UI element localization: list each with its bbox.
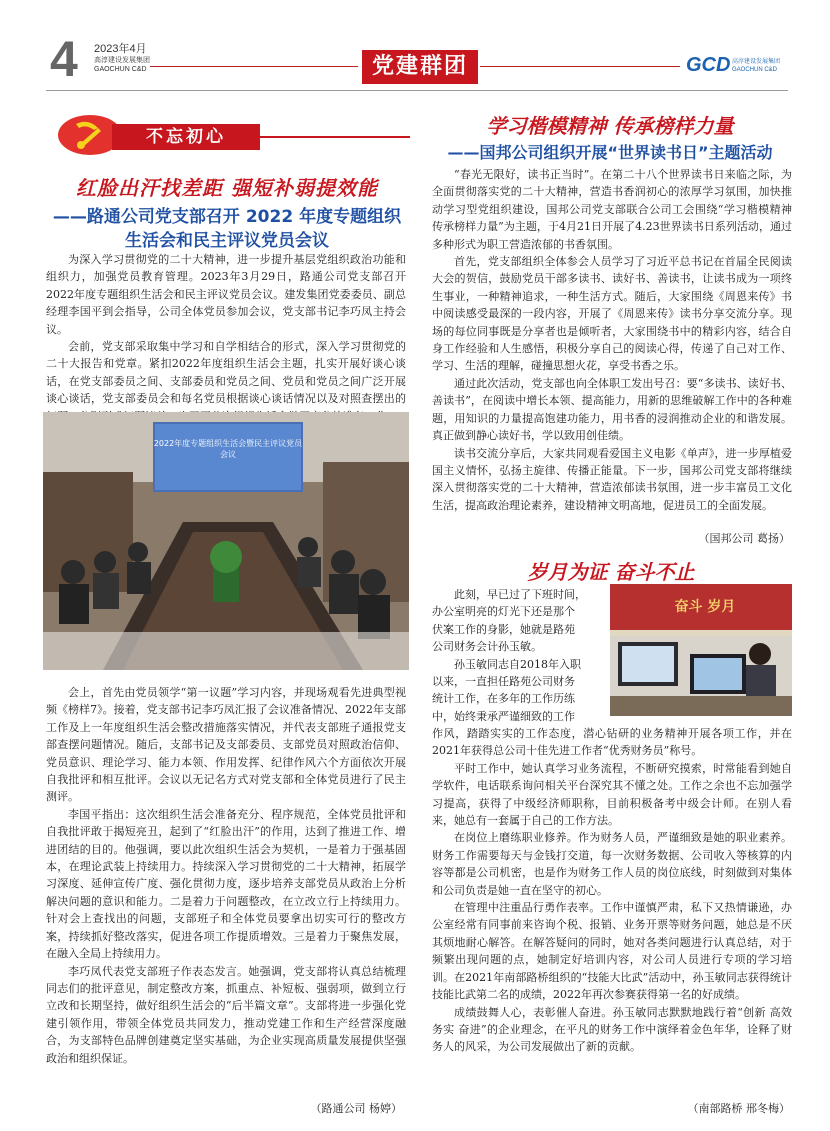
meeting-photo <box>43 412 409 670</box>
article1-paragraph: 会上，首先由党员领学“第一议题”学习内容，并现场观看先进典型视频《榜样7》。接着，党支部书记李巧凤汇报了会议准备情况、2022年支部工作及上一年度组织生活会整改措施落实情况，并代表支部班子通报党支部查摆问题情况。随后，支部书记及支部委员、支部党员对照政治信仰、党员意识、理论学习、能力本领、作用发挥、纪律作风六个方面依次开展自我批评和相互批评。会议以无记名方式对党支部和全体党员进行了民主测评。 <box>46 686 406 804</box>
article3-intro-line: 此刻，早已过了下班时间， <box>454 588 586 601</box>
article1-paragraph: 李国平指出：这次组织生活会准备充分、程序规范，全体党员批评和自我批评敢于揭短亮丑，起到了“红脸出汗”的作用，达到了推进工作、增进团结的目的。他强调，要以此次组织生活会为契机，一是着力于强基固本，在理论武装上持续用力。持续深入学习贯彻党的二十大精神，拓展学习深度、延伸宣传广度、强化贯彻力度，逐步培养支部党员从政治上分析解决问题的意识和能力。二是着力于问题整改，在立改立行上持续用力。针对会上查找出的问题，支部班子和全体党员要拿出切实可行的整改方案，持续抓好整改落实，促进各项工作提质增效。三是着力于聚焦发展，在融入全局上持续用力。 <box>46 807 406 961</box>
article2-subtitle: ——国邦公司组织开展“世界读书日”主题活动 <box>447 143 773 162</box>
section-tag: 党建群团 <box>362 50 478 84</box>
issue-date: 2023年4月 <box>94 43 147 55</box>
gcd-logo: GCD <box>686 54 731 76</box>
article3-intro-line: 中，始终秉承严谨细致的工作 <box>432 709 575 723</box>
article1-body-b <box>46 684 406 1067</box>
logo-subtitle-en: GAOCHUN C&D <box>732 67 778 73</box>
logo-subtitle <box>732 58 780 74</box>
photo-screen-caption: 2022年度专题组织生活会暨民主评议党员会议 <box>153 439 303 459</box>
article3-paragraph: 在管理中注重品行勇作表率。工作中谨慎严肃，私下又热情谦逊，办公室经常有同事前来咨询个税、报销、业务开票等财务问题，她总是不厌其烦地耐心解答。在解答疑问的同时，她对各类问题进行认真总结，对于频繁出现问题的点，她制定好培训内容，对公司人员进行专项的学习培训。在2021年南部路桥组织的“技能大比武”活动中，孙玉敏同志获得统计技能比武第二名的成绩，2022年再次参赛获得第一名的好成绩。 <box>432 901 792 1002</box>
article3-signature: （南部路桥 邢冬梅） <box>687 1102 790 1115</box>
header-company-en: GAOCHUN C&D <box>94 66 147 73</box>
article2-paragraph: 读书交流分享后，大家共同观看爱国主义电影《单声》，进一步厚植爱国主义情怀，弘扬主旋律、传播正能量。下一步，国邦公司党支部将继续深入贯彻落实党的二十大精神，营造浓郁读书氛围，进一步丰富员工文化生活，提高政治理论素养，建设精神文明高地，促进员工的全面发展。 <box>432 446 792 512</box>
logo-subtitle-cn: 高淳建设发展集团 <box>732 59 781 65</box>
header-company <box>94 56 150 74</box>
header-divider-right <box>480 66 680 67</box>
article3-body <box>432 725 792 1056</box>
article3-paragraph: 在岗位上磨练职业修养。作为财务人员，严谨细致是她的职业素养。财务工作需要每天与金钱打交道，每一次财务数据、公司收入等核算的内容等都是公司机密，也是作为财务工作人员的岗位底线，时刻做到对集体和公司负责是她一直在坚守的初心。 <box>432 831 792 897</box>
article2-headline: 学习楷模精神 传承榜样力量 <box>486 114 734 138</box>
article3-headline: 岁月为证 奋斗不止 <box>527 560 695 584</box>
header-company-cn: 高淳建设发展集团 <box>94 57 150 64</box>
article3-paragraph: 平时工作中，她认真学习业务流程，不断研究摸索，时常能看到她自学软件，电话联系询问相关平台深究其不懂之处。工作之余也不忘加强学习提高，获得了中级经济师职称，目前积极备考中级会计师。在别人看来，她总有一套属于自己的工作方法。 <box>432 761 792 828</box>
article2-paragraph: 首先，党支部组织全体参会人员学习了习近平总书记在首届全民阅读大会的贺信，鼓励党员干部多读书、读好书、善读书，让读书成为一项终生事业，一种精神追求，一种生活方式。随后，大家围绕《周恩来传》书中阅读感受最深的一段内容，开展了《周恩来传》读书分享交流分享。现场的每位同事既是分享者也是倾听者，大家围绕书中的精彩内容，结合自身工作经验和人生感悟，积极分享自己的阅读心得，传递了自己对工作、学习、生活的理解，碰撞思想火花，享受书香之乐。 <box>432 255 792 373</box>
article1-body-a <box>46 251 406 425</box>
article2-body <box>432 166 792 514</box>
office-worker-photo <box>610 584 792 716</box>
article1-subtitle-2: 生活会和民主评议党员会议 <box>125 231 329 251</box>
photo-wall-banner: 奋斗 岁月 <box>674 599 736 615</box>
article3-intro-line: 伏案工作的身影，她就是路苑 <box>432 622 575 636</box>
header-divider-left <box>150 66 358 67</box>
header-rule <box>46 90 788 91</box>
page-number: 4 <box>50 31 78 87</box>
article3-intro-line: 统计工作，在多年的工作历练 <box>432 692 575 706</box>
article3-intro <box>432 586 604 725</box>
article2-paragraph: “春光无限好，读书正当时”。在第二十八个世界读书日来临之际，为全面贯彻落实党的二十大精神，营造书香润初心的浓厚学习氛围，加快推动学习型党组织建设，国邦公司党支部联合公司工会围绕“学习楷模精神 传承榜样力量”为主题，于4月21日开展了4.23世界读书日系列活动，通过多种形式为职工营造浓郁的书香氛围。 <box>432 168 792 251</box>
article3-paragraph: 成绩鼓舞人心，表彰催人奋进。孙玉敏同志默默地践行着“创新 高效 务实 奋进”的企业理念，在平凡的财务工作中演绎着金色年华，诠释了财务人的风采，为公司发展做出了新的贡献。 <box>432 1005 792 1054</box>
article1-headline: 红脸出汗找差距 强短补弱提效能 <box>76 176 378 200</box>
article1-paragraph: 会前，党支部采取集中学习和自学相结合的形式，深入学习贯彻党的二十大报告和党章。紧扣2022年度组织生活会主题，扎实开展好谈心谈话，在党支部委员之间、支部委员和党员之间、党员和党员之间广泛开展谈心谈话，党支部委员会和每名党员根据谈心谈话情况以及对照查摆出的 <box>46 340 406 406</box>
article1-paragraph: 李巧凤代表党支部班子作表态发言。她强调，党支部将认真总结梳理同志们的批评意见，制定整改方案，抓重点、补短板、强弱项，做到立行立改和长期坚持，做好组织生活会的“后半篇文章”。支部将进一步强化党建引领作用，带领全体党员共同发力，推动党建工作和生产经营深度融合，为支部特色品牌创建奠定坚实基础，为企业实现高质量发展提供坚强政治和组织保证。 <box>46 964 406 1065</box>
article3-intro-line: 以来，一直担任路苑公司财务 <box>432 675 575 689</box>
article1-subtitle-1: ——路通公司党支部召开 2022 年度专题组织 <box>52 207 402 227</box>
article2-signature: （国邦公司 葛扬） <box>698 532 790 545</box>
article3-paragraph: 作风，踏踏实实的工作态度，潜心钻研的业务精神开展各项工作，并在2021年获得总公司十佳先进工作者“优秀财务员”称号。 <box>432 727 792 758</box>
article1-paragraph: 为深入学习贯彻党的二十大精神，进一步提升基层党组织政治功能和组织力，加强党员教育管理。2023年3月29日，路通公司党支部召开2022年度专题组织生活会和民主评议党员会议。建发集团党委委员、副总经理李国平到会指导，公司全体党员参加会议，党支部书记李巧凤主持会议。 <box>46 253 406 336</box>
article3-intro-line: 办公室明亮的灯光下还是那个 <box>432 605 575 619</box>
article3-intro-line: 孙玉敏同志自2018年入职 <box>454 657 581 671</box>
banner-rule <box>260 136 410 138</box>
article1-signature: （路通公司 杨婷） <box>310 1102 402 1115</box>
article2-paragraph: 通过此次活动，党支部也向全体职工发出号召：要“多读书、读好书、善读书”，在阅读中增长本领、提高能力，用新的思维破解工作中的各种难题，用知识的力量提高饱建功能力，用书香的浸润推动企业的和谐发展。真正做到静心读好书，学以致用创佳绩。 <box>432 376 792 443</box>
article3-intro-line: 公司财务会计孙玉敏。 <box>432 640 542 654</box>
column-banner: 不忘初心 <box>112 124 260 150</box>
